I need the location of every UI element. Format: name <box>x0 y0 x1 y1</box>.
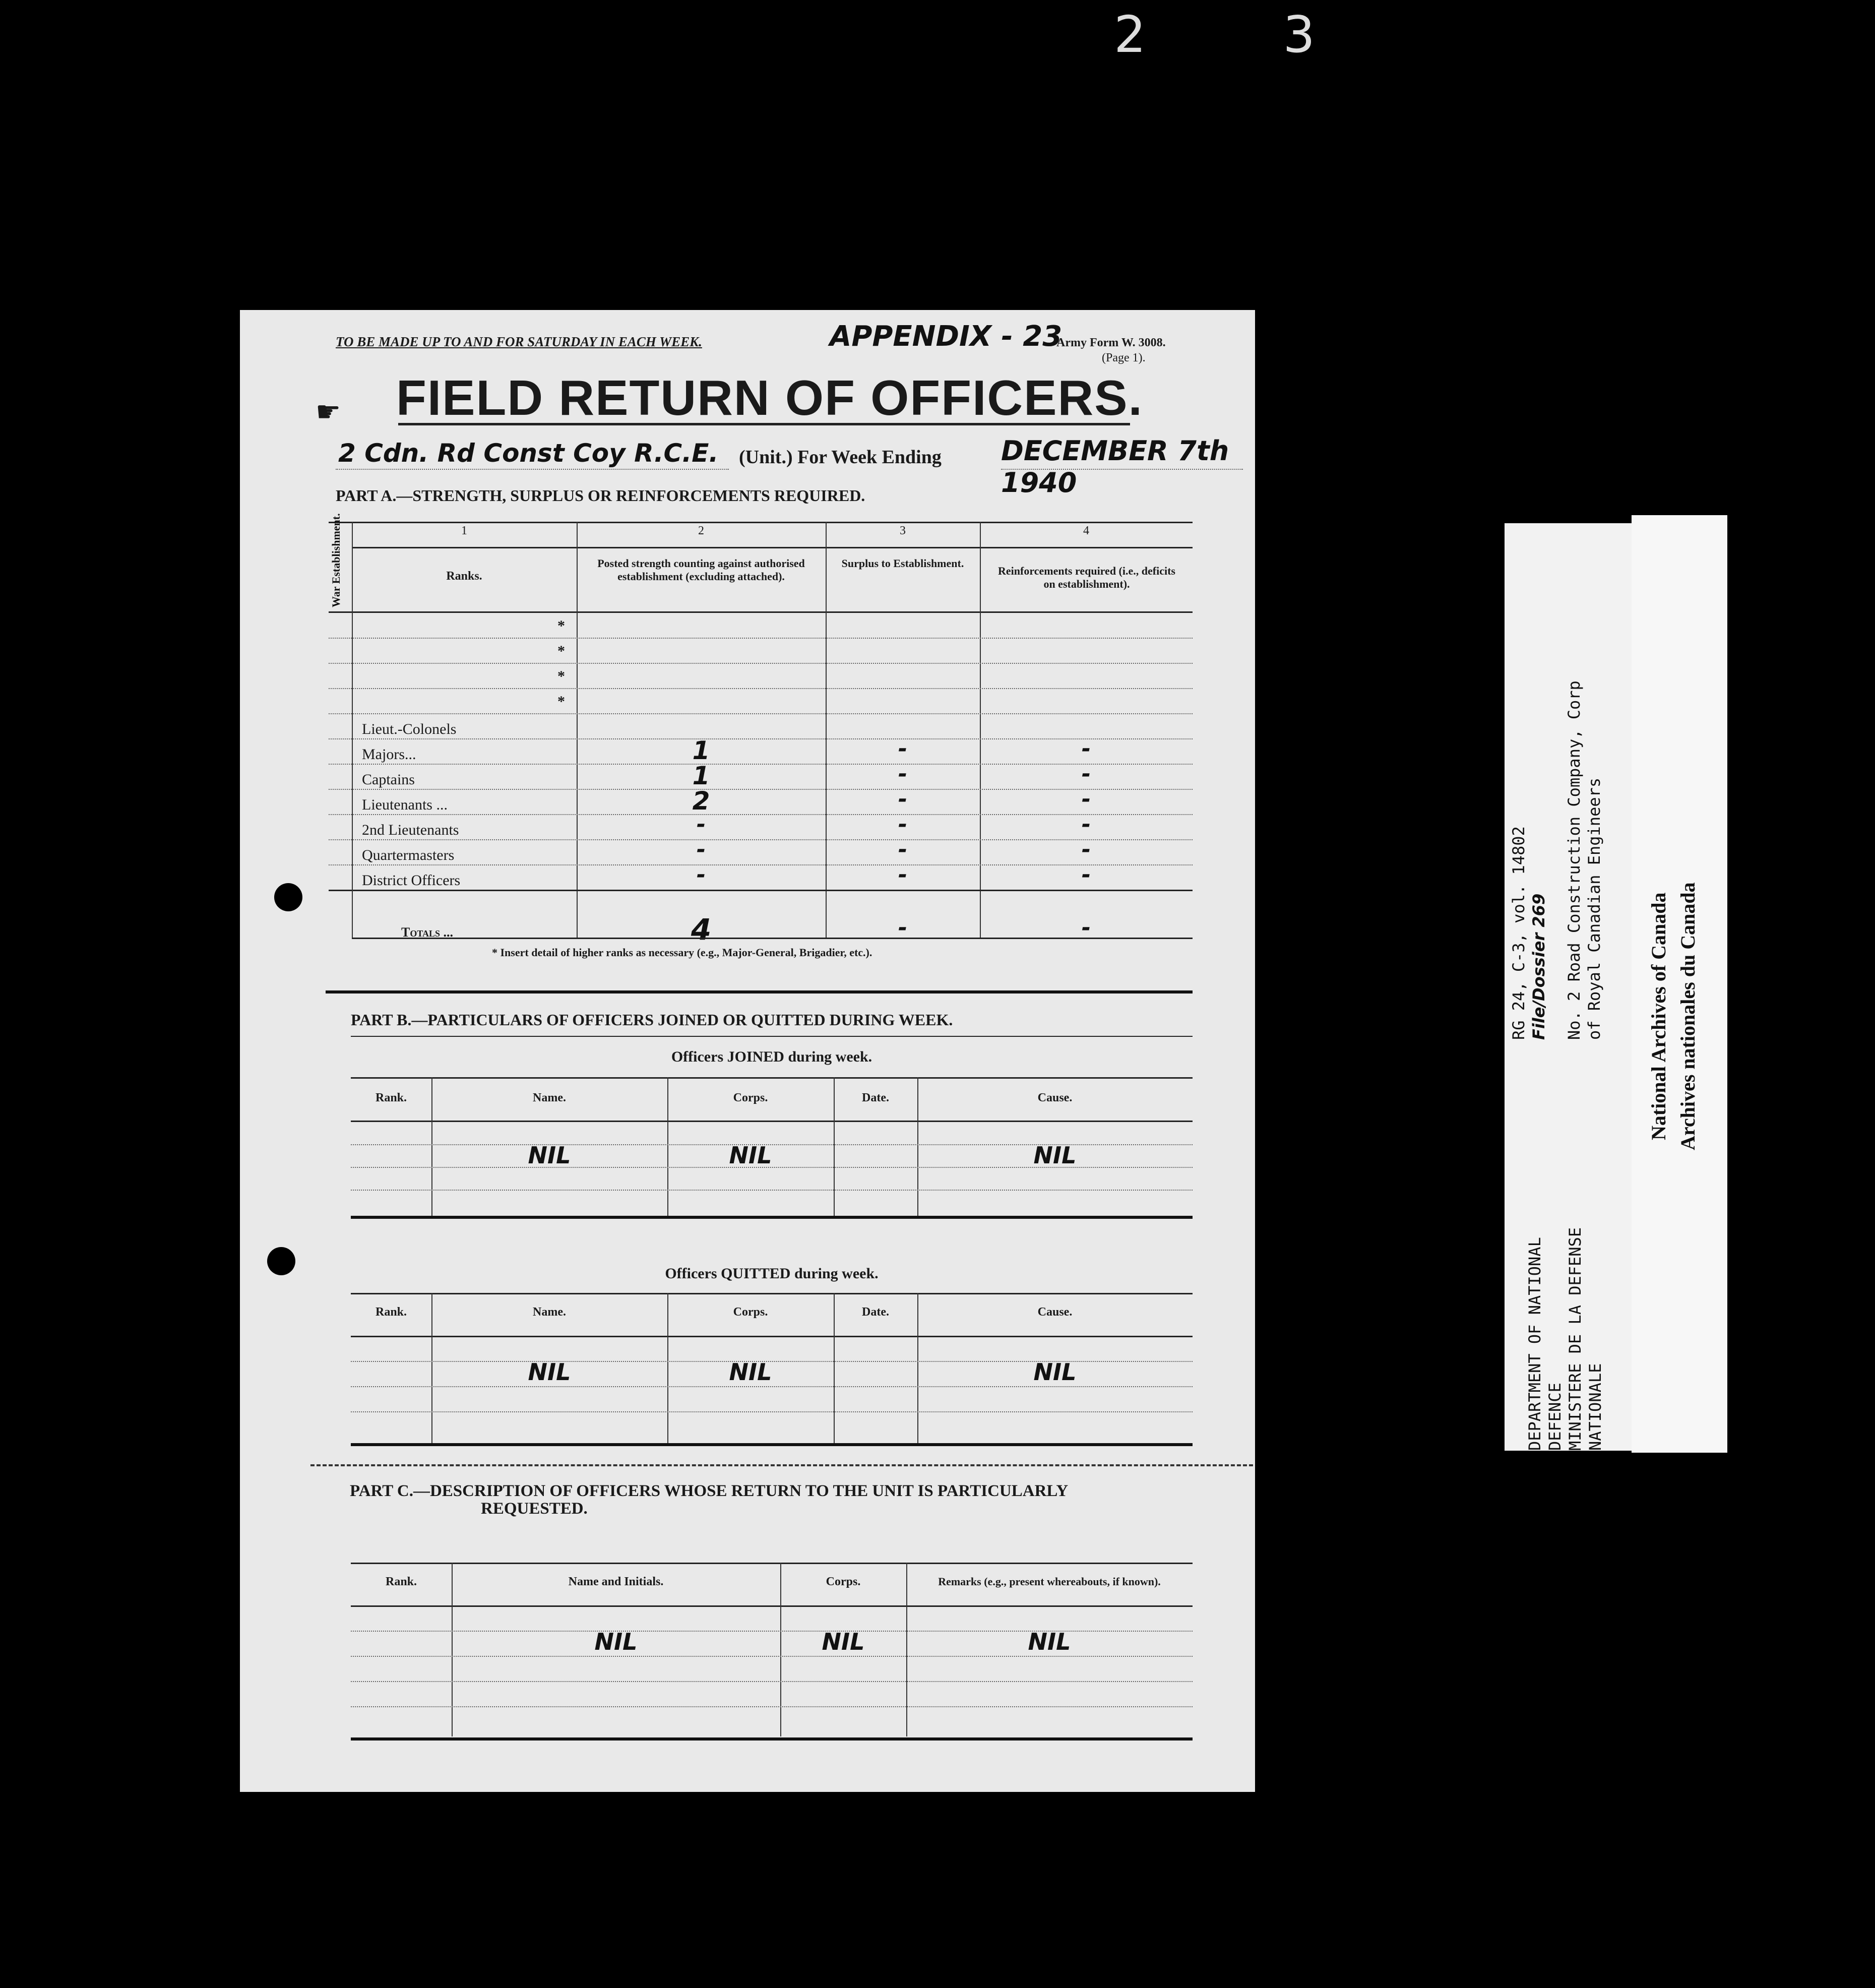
reinforcement-value: - <box>1081 736 1091 762</box>
department-line: MINISTERE DE LA DEFENSE <box>1566 1227 1585 1451</box>
posted-value: - <box>696 862 706 888</box>
page-indicator: (Page 1). <box>1102 351 1146 364</box>
col-date: Date. <box>862 1091 889 1104</box>
col-rank: Rank. <box>385 1575 417 1588</box>
col-number-2: 2 <box>698 524 704 537</box>
surplus-value: - <box>898 812 908 837</box>
archive-ref-line: RG 24, C-3, vol. 14802 <box>1509 826 1528 1040</box>
archives-name-en: National Archives of Canada <box>1647 892 1670 1140</box>
rank-label: Lieutenants ... <box>362 796 448 813</box>
page-title: FIELD RETURN OF OFFICERS. <box>396 370 1143 425</box>
rank-label: Lieut.-Colonels <box>362 721 457 737</box>
rank-label: Quartermasters <box>362 847 455 863</box>
archives-name-fr: Archives nationales du Canada <box>1676 882 1699 1150</box>
star-marker: * <box>557 617 565 634</box>
col-corps: Corps. <box>733 1306 768 1319</box>
joined-name: NIL <box>528 1142 571 1169</box>
reinforcement-value: - <box>1081 761 1091 787</box>
totals-surplus: - <box>898 915 908 941</box>
col-name: Name. <box>533 1306 566 1319</box>
surplus-value: - <box>898 837 908 862</box>
rank-label: 2nd Lieutenants <box>362 822 459 838</box>
surplus-value: - <box>898 736 908 762</box>
department-line: DEPARTMENT OF NATIONAL <box>1525 1237 1544 1451</box>
request-corps: NIL <box>822 1628 865 1655</box>
surplus-value: - <box>898 862 908 888</box>
col-cause: Cause. <box>1037 1306 1073 1319</box>
star-marker: * <box>557 668 565 685</box>
col-corps: Corps. <box>826 1575 861 1588</box>
joined-corps: NIL <box>729 1142 772 1169</box>
footnote: * Insert detail of higher ranks as necessary (e.g., Major-General, Brigadier, etc.). <box>492 946 872 959</box>
star-marker: * <box>557 693 565 710</box>
ranks-header: Ranks. <box>446 570 482 583</box>
form-page <box>240 310 1255 1792</box>
posted-value: 1 <box>692 761 710 790</box>
reinforcements-header: Reinforcements required (i.e., deficits on establishment). <box>998 565 1175 590</box>
posted-value: - <box>696 837 706 862</box>
unit-label: (Unit.) For Week Ending <box>739 447 942 468</box>
col-rank: Rank. <box>375 1091 407 1104</box>
totals-label: Totals ... <box>401 925 454 940</box>
posted-value: 2 <box>692 786 710 816</box>
col-date: Date. <box>862 1306 889 1319</box>
col-name: Name. <box>533 1091 566 1104</box>
week-ending-value: DECEMBER 7th 1940 <box>1001 435 1229 499</box>
posted-value: 1 <box>692 736 710 765</box>
reinforcement-value: - <box>1081 812 1091 837</box>
totals-posted: 4 <box>691 912 712 947</box>
reinforcement-value: - <box>1081 862 1091 888</box>
request-remarks: NIL <box>1028 1628 1071 1655</box>
part-a-heading: PART A.—STRENGTH, SURPLUS OR REINFORCEMENTS REQUIRED. <box>336 486 865 505</box>
punch-hole <box>267 1247 295 1275</box>
request-name: NIL <box>594 1628 638 1655</box>
reinforcement-value: - <box>1081 786 1091 812</box>
star-marker: * <box>557 643 565 659</box>
quitted-corps: NIL <box>729 1358 772 1386</box>
war-establishment-header: War Establishment. <box>330 513 342 607</box>
archive-file-line: File/Dossier 269 <box>1529 893 1548 1040</box>
joined-title: Officers JOINED during week. <box>671 1048 872 1065</box>
unit-value: 2 Cdn. Rd Const Coy R.C.E. <box>338 439 719 468</box>
col-cause: Cause. <box>1037 1091 1073 1104</box>
joined-cause: NIL <box>1033 1142 1077 1169</box>
col-number-4: 4 <box>1083 524 1089 537</box>
col-number-3: 3 <box>900 524 906 537</box>
part-c-heading-cont: REQUESTED. <box>481 1500 588 1518</box>
posted-value: - <box>696 812 706 837</box>
surplus-header: Surplus to Establishment. <box>841 557 964 570</box>
part-c-heading: PART C.—DESCRIPTION OF OFFICERS WHOSE RETURN TO THE UNIT IS PARTICULARLY <box>350 1482 1069 1500</box>
department-line: DEFENCE <box>1545 1383 1565 1451</box>
archive-reference-label <box>1505 523 1632 1451</box>
surplus-value: - <box>898 786 908 812</box>
rank-label: District Officers <box>362 872 461 889</box>
col-number-1: 1 <box>461 524 467 537</box>
instruction-text: TO BE MADE UP TO AND FOR SATURDAY IN EACH WEEK. <box>336 334 702 349</box>
surplus-value: - <box>898 761 908 787</box>
national-archives-label <box>1632 515 1727 1453</box>
totals-reinforcements: - <box>1081 915 1091 941</box>
form-number: Army Form W. 3008. <box>1056 336 1166 349</box>
rank-label: Captains <box>362 771 415 788</box>
corner-marks: 2 3 <box>1114 5 1376 64</box>
pointing-hand-icon: ☛ <box>316 397 341 428</box>
rank-label: Majors... <box>362 746 416 763</box>
part-b-heading: PART B.—PARTICULARS OF OFFICERS JOINED OR QUITTED DURING WEEK. <box>351 1011 953 1029</box>
punch-hole <box>274 883 302 911</box>
col-rank: Rank. <box>375 1306 407 1319</box>
appendix-note: APPENDIX - 23 <box>830 320 1062 353</box>
quitted-name: NIL <box>528 1358 571 1386</box>
reinforcement-value: - <box>1081 837 1091 862</box>
col-remarks: Remarks (e.g., present whereabouts, if known). <box>938 1575 1161 1588</box>
col-corps: Corps. <box>733 1091 768 1104</box>
posted-strength-header: Posted strength counting against authorised establishment (excluding attached). <box>597 557 805 583</box>
department-line: NATIONALE <box>1586 1363 1605 1451</box>
quitted-cause: NIL <box>1033 1358 1077 1386</box>
col-name-initials: Name and Initials. <box>568 1575 664 1588</box>
archive-ref-line: No. 2 Road Construction Company, Corp <box>1565 680 1584 1040</box>
archive-ref-line: of Royal Canadian Engineers <box>1585 777 1604 1040</box>
quitted-title: Officers QUITTED during week. <box>665 1265 879 1282</box>
